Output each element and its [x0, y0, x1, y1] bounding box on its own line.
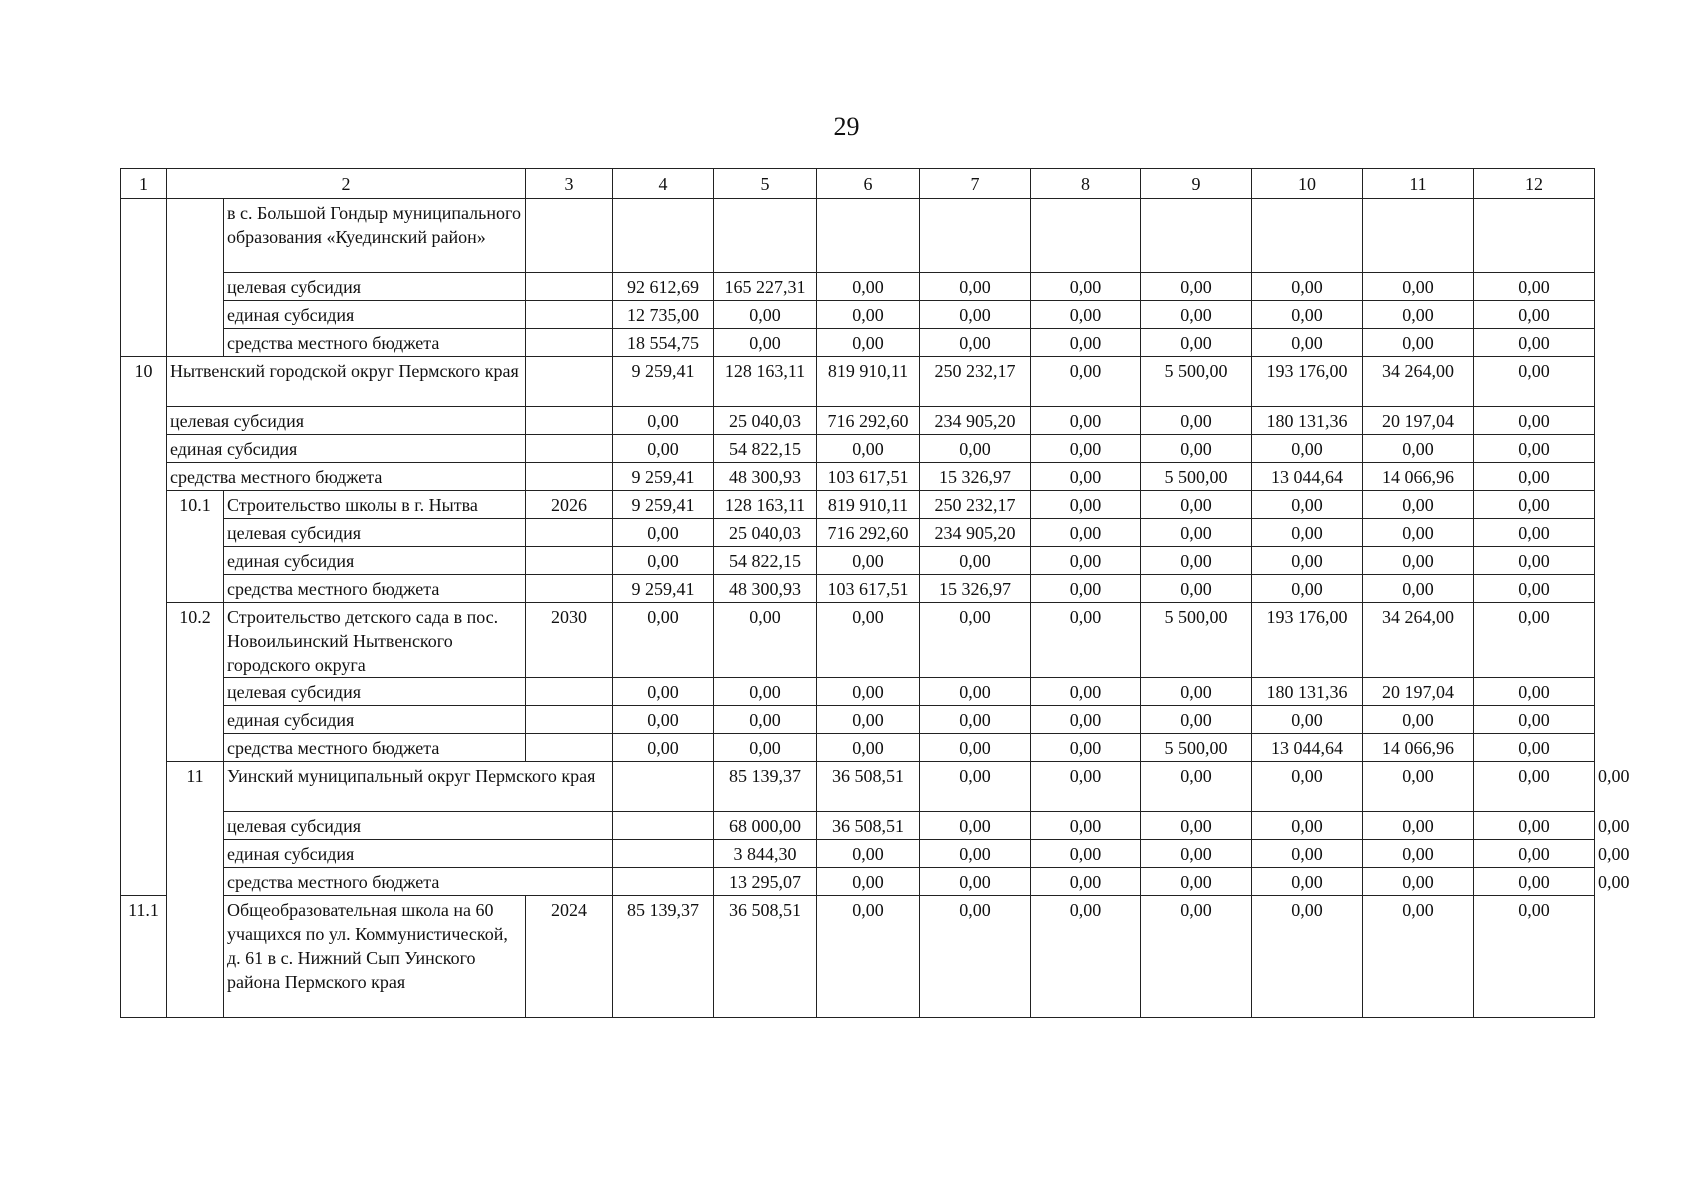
value-cell: 0,00: [920, 603, 1031, 678]
value-cell: 0,00: [1141, 491, 1252, 519]
value-cell: 0,00: [1474, 896, 1595, 1018]
header-cell: 1: [121, 169, 167, 199]
value-cell: 0,00: [920, 734, 1031, 762]
value-cell: 5 500,00: [1141, 357, 1252, 407]
value-cell: 716 292,60: [817, 519, 920, 547]
empty-cell: [1252, 199, 1363, 273]
value-cell: 0,00: [1363, 273, 1474, 301]
value-cell: 0,00: [1252, 840, 1363, 868]
value-cell: 0,00: [920, 706, 1031, 734]
source-label: целевая субсидия: [224, 273, 526, 301]
table-row: [121, 273, 1595, 301]
value-cell: 0,00: [1363, 706, 1474, 734]
empty-cell: [714, 199, 817, 273]
municipality-name: Уинский муниципальный округ Пермского края: [224, 762, 613, 812]
value-cell: 0,00: [1141, 840, 1252, 868]
value-cell: 0,00: [1252, 273, 1363, 301]
value-cell: 0,00: [1363, 547, 1474, 575]
value-cell: 0,00: [817, 435, 920, 463]
value-cell: 819 910,11: [817, 357, 920, 407]
value-cell: 9 259,41: [613, 357, 714, 407]
value-cell: 0,00: [1141, 812, 1252, 840]
year-cell: [526, 734, 613, 762]
value-cell: 128 163,11: [714, 491, 817, 519]
value-cell: 103 617,51: [817, 463, 920, 491]
value-cell: 165 227,31: [714, 273, 817, 301]
year-cell: [613, 812, 714, 840]
value-cell: 0,00: [1252, 868, 1363, 896]
table-row: [121, 547, 1595, 575]
value-cell: 0,00: [714, 734, 817, 762]
value-cell: 18 554,75: [613, 329, 714, 357]
value-cell: 0,00: [1031, 840, 1141, 868]
value-cell: 54 822,15: [714, 547, 817, 575]
value-cell: 15 326,97: [920, 575, 1031, 603]
value-cell: 14 066,96: [1363, 463, 1474, 491]
table-row: средства местного бюджета 13 295,07 0,00 0,00 0,00 0,00 0,00 0,00 0,00 0,00: [121, 868, 1595, 896]
source-label: единая субсидия: [224, 301, 526, 329]
value-cell: 0,00: [1252, 706, 1363, 734]
source-label: средства местного бюджета: [224, 868, 613, 896]
value-cell: 36 508,51: [817, 812, 920, 840]
value-cell: 0,00: [1141, 329, 1252, 357]
value-cell: 0,00: [1141, 575, 1252, 603]
value-cell: 0,00: [1363, 840, 1474, 868]
value-cell: 0,00: [1141, 868, 1252, 896]
year-cell: [613, 762, 714, 812]
value-cell: 0,00: [1141, 896, 1252, 1018]
value-cell: 0,00: [1252, 329, 1363, 357]
value-cell: 0,00: [1141, 273, 1252, 301]
value-cell: 0,00: [817, 840, 920, 868]
source-label: целевая субсидия: [224, 678, 526, 706]
value-cell: 0,00: [1031, 329, 1141, 357]
value-cell: 0,00: [1474, 273, 1595, 301]
value-cell: 0,00: [1031, 706, 1141, 734]
value-cell: 0,00: [817, 734, 920, 762]
value-cell: 0,00: [1252, 896, 1363, 1018]
value-cell: 3 844,30: [714, 840, 817, 868]
value-cell: 0,00: [1474, 812, 1595, 840]
value-cell: 36 508,51: [714, 896, 817, 1018]
page-number: 29: [833, 112, 860, 141]
value-cell: 0,00: [1031, 435, 1141, 463]
value-cell: 48 300,93: [714, 575, 817, 603]
value-cell: 819 910,11: [817, 491, 920, 519]
value-cell: 180 131,36: [1252, 407, 1363, 435]
header-cell: 9: [1141, 169, 1252, 199]
value-cell: 34 264,00: [1363, 357, 1474, 407]
year-cell: [526, 199, 613, 273]
value-cell: 0,00: [1474, 519, 1595, 547]
value-cell: 9 259,41: [613, 575, 714, 603]
value-cell: 0,00: [1141, 519, 1252, 547]
value-cell: 0,00: [817, 868, 920, 896]
table-row: [121, 678, 1595, 706]
value-cell: 13 044,64: [1252, 463, 1363, 491]
value-cell: 0,00: [920, 329, 1031, 357]
value-cell: 0,00: [1141, 547, 1252, 575]
row-number: 11: [167, 762, 224, 1018]
value-cell: 0,00: [1363, 435, 1474, 463]
value-cell: 0,00: [1474, 329, 1595, 357]
value-cell: 0,00: [817, 547, 920, 575]
subrow-number: 10.1: [167, 491, 224, 603]
value-cell: 0,00: [1031, 519, 1141, 547]
year-cell: 2024: [526, 896, 613, 1018]
empty-cell: [1031, 199, 1141, 273]
value-cell: 0,00: [1363, 575, 1474, 603]
empty-cell: [1141, 199, 1252, 273]
number-cell: [121, 199, 167, 357]
value-cell: 0,00: [1252, 491, 1363, 519]
header-cell: 6: [817, 169, 920, 199]
value-cell: 0,00: [1031, 491, 1141, 519]
value-cell: 0,00: [714, 301, 817, 329]
table-row: [121, 435, 1595, 463]
value-cell: 0,00: [1474, 868, 1595, 896]
value-cell: 9 259,41: [613, 491, 714, 519]
value-cell: 0,00: [1031, 678, 1141, 706]
source-label: единая субсидия: [224, 547, 526, 575]
source-label: средства местного бюджета: [224, 734, 526, 762]
value-cell: 68 000,00: [714, 812, 817, 840]
table-row: [121, 734, 1595, 762]
value-cell: 0,00: [920, 896, 1031, 1018]
value-cell: 20 197,04: [1363, 407, 1474, 435]
value-cell: 0,00: [1363, 329, 1474, 357]
value-cell: 0,00: [817, 678, 920, 706]
year-cell: [526, 678, 613, 706]
source-label: единая субсидия: [224, 840, 613, 868]
empty-cell: [1474, 199, 1595, 273]
year-cell: [613, 868, 714, 896]
value-cell: 0,00: [1031, 357, 1141, 407]
source-label: средства местного бюджета: [224, 329, 526, 357]
value-cell: 0,00: [1031, 868, 1141, 896]
table-row: [121, 169, 1595, 199]
table-row: [121, 603, 1595, 678]
value-cell: 0,00: [714, 706, 817, 734]
value-cell: 5 500,00: [1141, 734, 1252, 762]
object-name: в с. Большой Гондыр муниципального образования «Куединский район»: [224, 199, 526, 273]
value-cell: 20 197,04: [1363, 678, 1474, 706]
empty-cell: [817, 199, 920, 273]
value-cell: 0,00: [1031, 896, 1141, 1018]
empty-cell: [920, 199, 1031, 273]
value-cell: 0,00: [1141, 678, 1252, 706]
value-cell: 0,00: [1474, 706, 1595, 734]
year-cell: [526, 519, 613, 547]
value-cell: 0,00: [714, 329, 817, 357]
value-cell: 85 139,37: [613, 896, 714, 1018]
value-cell: 13 295,07: [714, 868, 817, 896]
value-cell: 15 326,97: [920, 463, 1031, 491]
value-cell: 0,00: [1474, 734, 1595, 762]
value-cell: 0,00: [1031, 407, 1141, 435]
empty-cell: [1363, 199, 1474, 273]
value-cell: 0,00: [1031, 812, 1141, 840]
value-cell: 0,00: [1141, 301, 1252, 329]
year-cell: [526, 706, 613, 734]
table-row: [121, 896, 1595, 1018]
value-cell: 0,00: [613, 547, 714, 575]
value-cell: 0,00: [1252, 301, 1363, 329]
subrow-number: 11.1: [121, 896, 167, 1018]
value-cell: 0,00: [1031, 762, 1141, 812]
value-cell: 0,00: [1252, 435, 1363, 463]
source-label: целевая субсидия: [224, 519, 526, 547]
value-cell: 0,00: [1031, 547, 1141, 575]
value-cell: 25 040,03: [714, 407, 817, 435]
value-cell: 193 176,00: [1252, 357, 1363, 407]
header-cell: 2: [167, 169, 526, 199]
source-label: целевая субсидия: [167, 407, 526, 435]
source-label: целевая субсидия: [224, 812, 613, 840]
value-cell: 0,00: [1252, 575, 1363, 603]
source-label: единая субсидия: [167, 435, 526, 463]
value-cell: 0,00: [714, 603, 817, 678]
budget-table: [120, 168, 1630, 1018]
header-cell: 7: [920, 169, 1031, 199]
value-cell: 0,00: [1031, 301, 1141, 329]
value-cell: 0,00: [1474, 678, 1595, 706]
municipality-name: Нытвенский городской округ Пермского края: [167, 357, 526, 407]
empty-cell: [613, 199, 714, 273]
value-cell: 0,00: [1252, 519, 1363, 547]
table-row: [121, 329, 1595, 357]
table-row: [121, 301, 1595, 329]
value-cell: 0,00: [920, 273, 1031, 301]
value-cell: 0,00: [920, 435, 1031, 463]
table-row: целевая субсидия 68 000,00 36 508,51 0,00 0,00 0,00 0,00 0,00 0,00 0,00: [121, 812, 1595, 840]
value-cell: 234 905,20: [920, 519, 1031, 547]
year-cell: [526, 407, 613, 435]
value-cell: 0,00: [1141, 706, 1252, 734]
year-cell: [526, 463, 613, 491]
value-cell: 34 264,00: [1363, 603, 1474, 678]
year-cell: [526, 273, 613, 301]
value-cell: 0,00: [817, 329, 920, 357]
value-cell: 716 292,60: [817, 407, 920, 435]
header-cell: 12: [1474, 169, 1595, 199]
value-cell: 0,00: [613, 435, 714, 463]
value-cell: 0,00: [1363, 491, 1474, 519]
value-cell: 0,00: [613, 678, 714, 706]
value-cell: 85 139,37: [714, 762, 817, 812]
year-cell: [526, 329, 613, 357]
value-cell: 0,00: [1363, 868, 1474, 896]
value-cell: 234 905,20: [920, 407, 1031, 435]
value-cell: 0,00: [817, 301, 920, 329]
value-cell: 0,00: [1363, 519, 1474, 547]
value-cell: 0,00: [613, 734, 714, 762]
value-cell: 0,00: [1031, 273, 1141, 301]
value-cell: 250 232,17: [920, 357, 1031, 407]
value-cell: 0,00: [1031, 734, 1141, 762]
header-cell: 11: [1363, 169, 1474, 199]
value-cell: 0,00: [1474, 407, 1595, 435]
value-cell: 0,00: [714, 678, 817, 706]
object-name: Строительство школы в г. Нытва: [224, 491, 526, 519]
value-cell: 92 612,69: [613, 273, 714, 301]
table-row: [121, 575, 1595, 603]
object-name: Общеобразовательная школа на 60 учащихся по ул. Коммунистической, д. 61 в с. Нижний Сып Уинского района Пермского края: [224, 896, 526, 1018]
table-row: 11 Уинский муниципальный округ Пермского края 85 139,37 36 508,51 0,00 0,00 0,00 0,00 0,00 0,00 0,00: [121, 762, 1595, 812]
year-cell: [526, 301, 613, 329]
value-cell: 0,00: [1474, 840, 1595, 868]
year-cell: 2026: [526, 491, 613, 519]
value-cell: 0,00: [1474, 603, 1595, 678]
source-label: средства местного бюджета: [224, 575, 526, 603]
value-cell: 0,00: [1474, 575, 1595, 603]
value-cell: 0,00: [1363, 762, 1474, 812]
table-row: [121, 199, 1595, 273]
value-cell: 14 066,96: [1363, 734, 1474, 762]
value-cell: 54 822,15: [714, 435, 817, 463]
year-cell: [526, 357, 613, 407]
value-cell: 0,00: [920, 812, 1031, 840]
value-cell: 103 617,51: [817, 575, 920, 603]
value-cell: 0,00: [1474, 547, 1595, 575]
value-cell: 0,00: [920, 301, 1031, 329]
table-row: [121, 463, 1595, 491]
table-row: [121, 407, 1595, 435]
value-cell: 36 508,51: [817, 762, 920, 812]
subnumber-cell: [167, 199, 224, 357]
value-cell: 12 735,00: [613, 301, 714, 329]
value-cell: 0,00: [1474, 762, 1595, 812]
value-cell: 0,00: [817, 896, 920, 1018]
table-row: [121, 357, 1595, 407]
value-cell: 0,00: [817, 706, 920, 734]
year-cell: [526, 435, 613, 463]
value-cell: 5 500,00: [1141, 603, 1252, 678]
header-cell: 10: [1252, 169, 1363, 199]
value-cell: 0,00: [1474, 357, 1595, 407]
value-cell: 180 131,36: [1252, 678, 1363, 706]
value-cell: 0,00: [1031, 575, 1141, 603]
value-cell: 0,00: [1031, 603, 1141, 678]
value-cell: 5 500,00: [1141, 463, 1252, 491]
value-cell: 0,00: [817, 273, 920, 301]
value-cell: 0,00: [1474, 435, 1595, 463]
value-cell: 0,00: [817, 603, 920, 678]
value-cell: 25 040,03: [714, 519, 817, 547]
value-cell: 250 232,17: [920, 491, 1031, 519]
table-row: [121, 491, 1595, 519]
value-cell: 0,00: [920, 547, 1031, 575]
value-cell: 0,00: [1363, 301, 1474, 329]
header-cell: 5: [714, 169, 817, 199]
value-cell: 0,00: [1141, 762, 1252, 812]
year-cell: 2030: [526, 603, 613, 678]
value-cell: 0,00: [1474, 301, 1595, 329]
value-cell: 48 300,93: [714, 463, 817, 491]
value-cell: 0,00: [1141, 435, 1252, 463]
table-row: [121, 519, 1595, 547]
value-cell: 0,00: [1474, 463, 1595, 491]
value-cell: 0,00: [613, 706, 714, 734]
value-cell: 0,00: [1141, 407, 1252, 435]
value-cell: 0,00: [613, 407, 714, 435]
year-cell: [613, 840, 714, 868]
value-cell: 0,00: [920, 762, 1031, 812]
value-cell: 0,00: [1252, 547, 1363, 575]
value-cell: 9 259,41: [613, 463, 714, 491]
source-label: единая субсидия: [224, 706, 526, 734]
value-cell: 0,00: [920, 840, 1031, 868]
value-cell: 0,00: [1252, 762, 1363, 812]
value-cell: 0,00: [920, 678, 1031, 706]
source-label: средства местного бюджета: [167, 463, 526, 491]
object-name: Строительство детского сада в пос. Новоильинский Нытвенского городского округа: [224, 603, 526, 678]
value-cell: 13 044,64: [1252, 734, 1363, 762]
value-cell: 0,00: [1474, 491, 1595, 519]
year-cell: [526, 575, 613, 603]
table-row: [121, 706, 1595, 734]
value-cell: 0,00: [613, 519, 714, 547]
table-row: единая субсидия 3 844,30 0,00 0,00 0,00 0,00 0,00 0,00 0,00 0,00: [121, 840, 1595, 868]
subrow-number: 10.2: [167, 603, 224, 762]
value-cell: 193 176,00: [1252, 603, 1363, 678]
value-cell: 0,00: [1363, 896, 1474, 1018]
header-cell: 8: [1031, 169, 1141, 199]
value-cell: 128 163,11: [714, 357, 817, 407]
header-cell: 3: [526, 169, 613, 199]
value-cell: 0,00: [1363, 812, 1474, 840]
value-cell: 0,00: [920, 868, 1031, 896]
value-cell: 0,00: [613, 603, 714, 678]
row-number: 10: [121, 357, 167, 896]
value-cell: 0,00: [1252, 812, 1363, 840]
value-cell: 0,00: [1031, 463, 1141, 491]
header-cell: 4: [613, 169, 714, 199]
year-cell: [526, 547, 613, 575]
